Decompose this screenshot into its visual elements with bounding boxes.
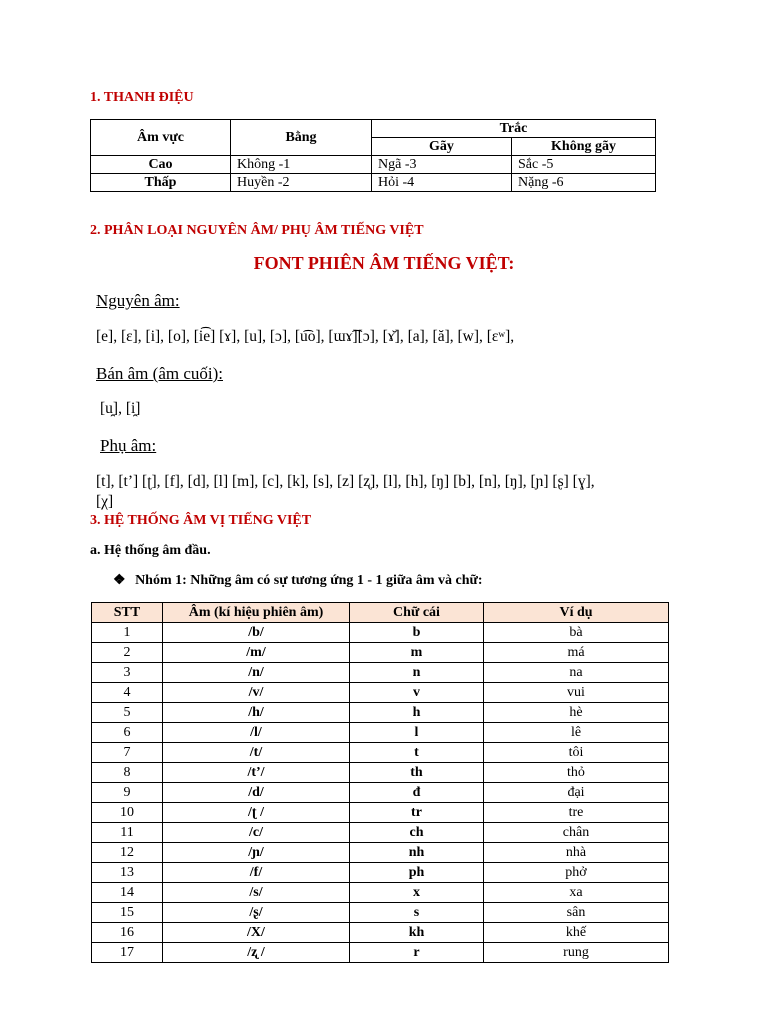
table-row xyxy=(92,643,669,663)
cell-chu-cai: s xyxy=(350,903,484,923)
cell-chu-cai: nh xyxy=(350,843,484,863)
cell-vi-du: tre xyxy=(484,803,669,823)
section-2-heading: 2. PHÂN LOẠI NGUYÊN ÂM/ PHỤ ÂM TIẾNG VIỆT xyxy=(90,223,424,238)
cell-stt: 11 xyxy=(92,823,163,843)
cell-am: /ɲ/ xyxy=(163,843,350,863)
cell-chu-cai: v xyxy=(350,683,484,703)
table-row xyxy=(92,723,669,743)
cell-stt: 3 xyxy=(92,663,163,683)
tone-cell: Huyền -2 xyxy=(231,174,372,192)
cell-vi-du: thỏ xyxy=(484,763,669,783)
header-bang: Bằng xyxy=(231,120,372,156)
cell-vi-du: khế xyxy=(484,923,669,943)
table-row xyxy=(92,683,669,703)
cell-stt: 10 xyxy=(92,803,163,823)
col-header-vi-du: Ví dụ xyxy=(484,603,669,623)
cell-chu-cai: th xyxy=(350,763,484,783)
cell-stt: 14 xyxy=(92,883,163,903)
group-1-bullet xyxy=(113,572,483,589)
cell-stt: 12 xyxy=(92,843,163,863)
cell-vi-du: sân xyxy=(484,903,669,923)
col-header-chu-cai: Chữ cái xyxy=(350,603,484,623)
cell-am: /d/ xyxy=(163,783,350,803)
cell-am: /t’/ xyxy=(163,763,350,783)
tone-cell: Không -1 xyxy=(231,156,372,174)
cell-am: /X/ xyxy=(163,923,350,943)
cell-chu-cai: kh xyxy=(350,923,484,943)
tone-cell: Hỏi -4 xyxy=(372,174,512,192)
cell-chu-cai: b xyxy=(350,623,484,643)
table-row xyxy=(92,843,669,863)
tone-cell-label: Thấp xyxy=(91,174,231,192)
subsection-a-heading: a. Hệ thống âm đầu. xyxy=(90,543,211,558)
tone-cell: Sắc -5 xyxy=(512,156,656,174)
header-gay: Gãy xyxy=(372,138,512,156)
header-khong-gay: Không gãy xyxy=(512,138,656,156)
table-row xyxy=(92,743,669,763)
table-row xyxy=(92,863,669,883)
initial-sounds-body xyxy=(92,623,669,963)
cell-stt: 4 xyxy=(92,683,163,703)
table-row xyxy=(92,703,669,723)
phu-am-list-line-2: [χ] xyxy=(96,493,114,510)
font-title: FONT PHIÊN ÂM TIẾNG VIỆT: xyxy=(253,253,515,273)
cell-stt: 5 xyxy=(92,703,163,723)
cell-am: /c/ xyxy=(163,823,350,843)
cell-am: /h/ xyxy=(163,703,350,723)
table-row xyxy=(92,663,669,683)
initial-sounds-table xyxy=(91,602,669,963)
cell-am: /s/ xyxy=(163,883,350,903)
cell-am: /v/ xyxy=(163,683,350,703)
header-trac: Trắc xyxy=(372,120,656,138)
section-1-heading: 1. THANH ĐIỆU xyxy=(90,90,194,105)
cell-chu-cai: tr xyxy=(350,803,484,823)
table-row xyxy=(92,923,669,943)
tone-cell: Ngã -3 xyxy=(372,156,512,174)
col-header-am: Âm (kí hiệu phiên âm) xyxy=(163,603,350,623)
tone-row xyxy=(91,156,656,174)
cell-chu-cai: n xyxy=(350,663,484,683)
cell-chu-cai: t xyxy=(350,743,484,763)
cell-am: /l/ xyxy=(163,723,350,743)
cell-stt: 15 xyxy=(92,903,163,923)
cell-vi-du: má xyxy=(484,643,669,663)
cell-am: /m/ xyxy=(163,643,350,663)
cell-chu-cai: đ xyxy=(350,783,484,803)
cell-stt: 8 xyxy=(92,763,163,783)
table-row xyxy=(92,803,669,823)
cell-am: /ʂ/ xyxy=(163,903,350,923)
cell-chu-cai: h xyxy=(350,703,484,723)
table-row xyxy=(92,783,669,803)
ban-am-label: Bán âm (âm cuối): xyxy=(96,364,223,383)
cell-am: /ʐ / xyxy=(163,943,350,963)
tone-row xyxy=(91,174,656,192)
table-row xyxy=(92,883,669,903)
table-row xyxy=(92,823,669,843)
cell-am: /f/ xyxy=(163,863,350,883)
cell-vi-du: nhà xyxy=(484,843,669,863)
table-row xyxy=(92,903,669,923)
cell-stt: 16 xyxy=(92,923,163,943)
cell-am: /b/ xyxy=(163,623,350,643)
cell-vi-du: lê xyxy=(484,723,669,743)
cell-am: /n/ xyxy=(163,663,350,683)
cell-chu-cai: r xyxy=(350,943,484,963)
tone-cell-label: Cao xyxy=(91,156,231,174)
cell-stt: 9 xyxy=(92,783,163,803)
table-row xyxy=(92,763,669,783)
cell-stt: 2 xyxy=(92,643,163,663)
cell-vi-du: đại xyxy=(484,783,669,803)
cell-vi-du: hè xyxy=(484,703,669,723)
cell-chu-cai: m xyxy=(350,643,484,663)
group-1-label: Nhóm 1: Những âm có sự tương ứng 1 - 1 giữa âm và chữ: xyxy=(135,573,483,588)
cell-am: /t/ xyxy=(163,743,350,763)
nguyen-am-list: [e], [ɛ], [i], [o], [i͡e] [ɤ], [u], [ɔ], [u͡o], [ɯɤ͡][ɔ], [ɤ̆], [a], [ă], [w], [ɛʷ], xyxy=(96,328,515,345)
cell-vi-du: na xyxy=(484,663,669,683)
cell-stt: 17 xyxy=(92,943,163,963)
ban-am-list: [u̯], [i̯] xyxy=(100,400,141,417)
cell-am: /ʈ / xyxy=(163,803,350,823)
cell-stt: 7 xyxy=(92,743,163,763)
table-row xyxy=(92,943,669,963)
cell-stt: 13 xyxy=(92,863,163,883)
nguyen-am-label: Nguyên âm: xyxy=(96,291,180,310)
header-am-vuc: Âm vực xyxy=(91,120,231,156)
cell-vi-du: chân xyxy=(484,823,669,843)
cell-vi-du: rung xyxy=(484,943,669,963)
tone-table xyxy=(90,119,656,192)
cell-chu-cai: l xyxy=(350,723,484,743)
section-3-heading: 3. HỆ THỐNG ÂM VỊ TIẾNG VIỆT xyxy=(90,513,312,528)
cell-vi-du: bà xyxy=(484,623,669,643)
phu-am-list-line-1: [t], [t’] [ʈ], [f], [d], [l] [m], [c], [k], [s], [z] [ʐ], [l], [h], [ŋ] [b], [n], [ŋ], [ɲ] [ʂ] [ɣ], xyxy=(96,473,595,490)
cell-chu-cai: ch xyxy=(350,823,484,843)
table-row xyxy=(92,623,669,643)
phu-am-label: Phụ âm: xyxy=(100,436,157,455)
cell-chu-cai: x xyxy=(350,883,484,903)
tone-cell: Nặng -6 xyxy=(512,174,656,192)
cell-chu-cai: ph xyxy=(350,863,484,883)
cell-stt: 6 xyxy=(92,723,163,743)
cell-vi-du: vui xyxy=(484,683,669,703)
cell-vi-du: tôi xyxy=(484,743,669,763)
cell-vi-du: phở xyxy=(484,863,669,883)
cell-stt: 1 xyxy=(92,623,163,643)
col-header-stt: STT xyxy=(92,603,163,623)
diamond-bullet-icon: ❖ xyxy=(113,573,126,588)
cell-vi-du: xa xyxy=(484,883,669,903)
